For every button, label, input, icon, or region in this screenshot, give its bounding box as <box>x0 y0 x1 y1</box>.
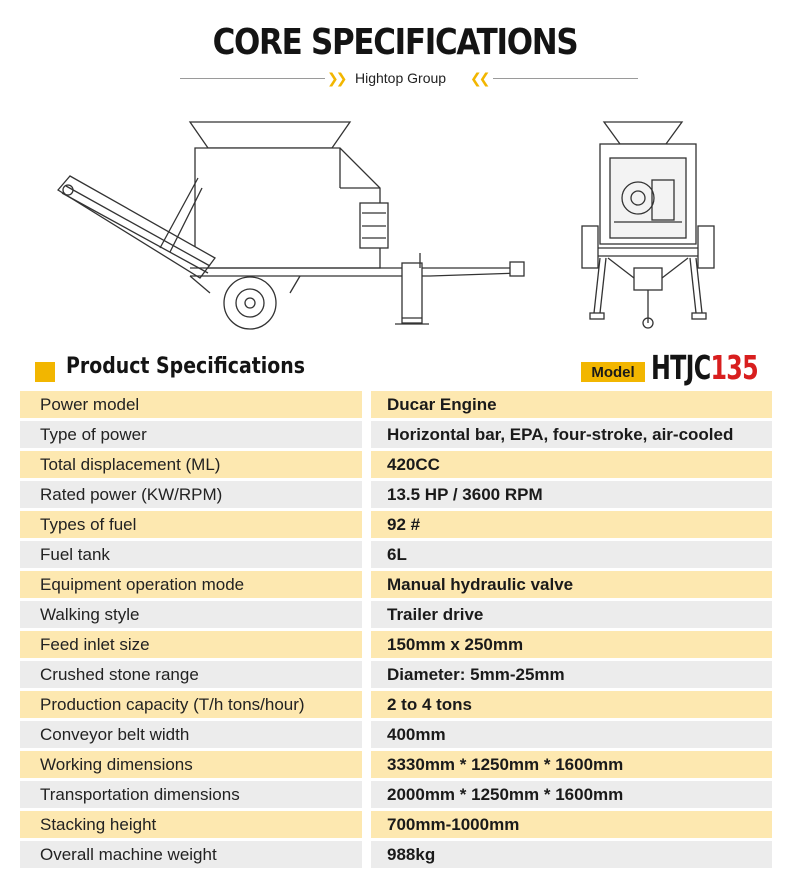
spec-label-cell <box>20 451 362 478</box>
spec-value-cell <box>371 631 772 658</box>
spec-row <box>20 811 772 841</box>
spec-label-cell <box>20 391 362 418</box>
spec-label: Transportation dimensions <box>40 785 240 804</box>
model-label-badge: Model <box>581 362 645 382</box>
spec-label-cell <box>20 811 362 838</box>
divider-line-right <box>493 78 638 79</box>
spec-table <box>20 391 772 871</box>
divider-line-left <box>180 78 325 79</box>
spec-value-cell <box>371 841 772 868</box>
spec-value: 420CC <box>387 455 440 474</box>
spec-value: Manual hydraulic valve <box>387 575 574 594</box>
spec-row <box>20 841 772 871</box>
double-chevron-right-icon: ❯❯ <box>327 70 345 86</box>
spec-row <box>20 571 772 601</box>
spec-value: 700mm-1000mm <box>387 815 520 834</box>
spec-label: Production capacity (T/h tons/hour) <box>40 695 305 714</box>
spec-value: 13.5 HP / 3600 RPM <box>387 485 543 504</box>
spec-value-cell <box>371 811 772 838</box>
spec-label-cell <box>20 571 362 598</box>
spec-value: 3330mm * 1250mm * 1600mm <box>387 755 624 774</box>
spec-label-cell <box>20 601 362 628</box>
spec-label: Conveyor belt width <box>40 725 190 744</box>
spec-value: Trailer drive <box>387 605 484 624</box>
spec-label-cell <box>20 421 362 448</box>
spec-label: Power model <box>40 395 140 414</box>
spec-label-cell <box>20 631 362 658</box>
spec-row <box>20 421 772 451</box>
spec-label: Working dimensions <box>40 755 193 774</box>
spec-label: Rated power (KW/RPM) <box>40 485 223 504</box>
spec-value: 6L <box>387 545 407 564</box>
spec-row <box>20 781 772 811</box>
spec-label-cell <box>20 841 362 868</box>
spec-value: 400mm <box>387 725 446 744</box>
spec-label: Total displacement (ML) <box>40 455 221 474</box>
spec-value-cell <box>371 781 772 808</box>
spec-value: 2000mm * 1250mm * 1600mm <box>387 785 624 804</box>
model-name <box>651 348 758 387</box>
spec-label: Type of power <box>40 425 147 444</box>
spec-value-cell <box>371 391 772 418</box>
spec-label: Fuel tank <box>40 545 110 564</box>
spec-value-cell <box>371 511 772 538</box>
spec-label: Stacking height <box>40 815 157 834</box>
spec-value: 988kg <box>387 845 436 864</box>
spec-label-cell <box>20 661 362 688</box>
spec-value: Ducar Engine <box>387 395 497 414</box>
spec-row <box>20 541 772 571</box>
page-title: CORE SPECIFICATIONS <box>212 22 578 63</box>
spec-value-cell <box>371 751 772 778</box>
spec-label-cell <box>20 781 362 808</box>
spec-row <box>20 451 772 481</box>
spec-label: Walking style <box>40 605 140 624</box>
spec-value: Diameter: 5mm-25mm <box>387 665 565 684</box>
spec-label-cell <box>20 481 362 508</box>
spec-label-cell <box>20 751 362 778</box>
spec-row <box>20 751 772 781</box>
spec-label: Feed inlet size <box>40 635 150 654</box>
spec-value-cell <box>371 601 772 628</box>
model-prefix: HTJC <box>651 348 711 387</box>
spec-label: Types of fuel <box>40 515 137 534</box>
spec-row <box>20 631 772 661</box>
machine-front-view-illustration <box>578 118 718 333</box>
spec-row <box>20 391 772 421</box>
spec-label: Equipment operation mode <box>40 575 245 594</box>
spec-label: Overall machine weight <box>40 845 217 864</box>
spec-value-cell <box>371 571 772 598</box>
spec-value: 150mm x 250mm <box>387 635 524 654</box>
spec-value: 92 # <box>387 515 421 534</box>
spec-value-cell <box>371 541 772 568</box>
machine-side-view-illustration <box>40 118 530 343</box>
spec-label-cell <box>20 511 362 538</box>
spec-row <box>20 511 772 541</box>
spec-value-cell <box>371 721 772 748</box>
section-title: Product Specifications <box>66 354 306 379</box>
spec-row <box>20 481 772 511</box>
company-name: Hightop Group <box>355 70 447 86</box>
spec-label: Crushed stone range <box>40 665 199 684</box>
spec-row <box>20 661 772 691</box>
subtitle-divider <box>0 68 790 90</box>
spec-row <box>20 691 772 721</box>
spec-label-cell <box>20 721 362 748</box>
spec-value: Horizontal bar, EPA, four-stroke, air-cooled <box>387 425 734 444</box>
spec-value-cell <box>371 451 772 478</box>
spec-value-cell <box>371 661 772 688</box>
spec-label-cell <box>20 541 362 568</box>
spec-value-cell <box>371 421 772 448</box>
spec-value-cell <box>371 691 772 718</box>
spec-row <box>20 601 772 631</box>
double-chevron-left-icon: ❮❮ <box>470 70 488 86</box>
section-marker <box>35 362 55 382</box>
spec-row <box>20 721 772 751</box>
spec-value: 2 to 4 tons <box>387 695 473 714</box>
spec-value-cell <box>371 481 772 508</box>
model-number: 135 <box>710 348 758 387</box>
spec-label-cell <box>20 691 362 718</box>
